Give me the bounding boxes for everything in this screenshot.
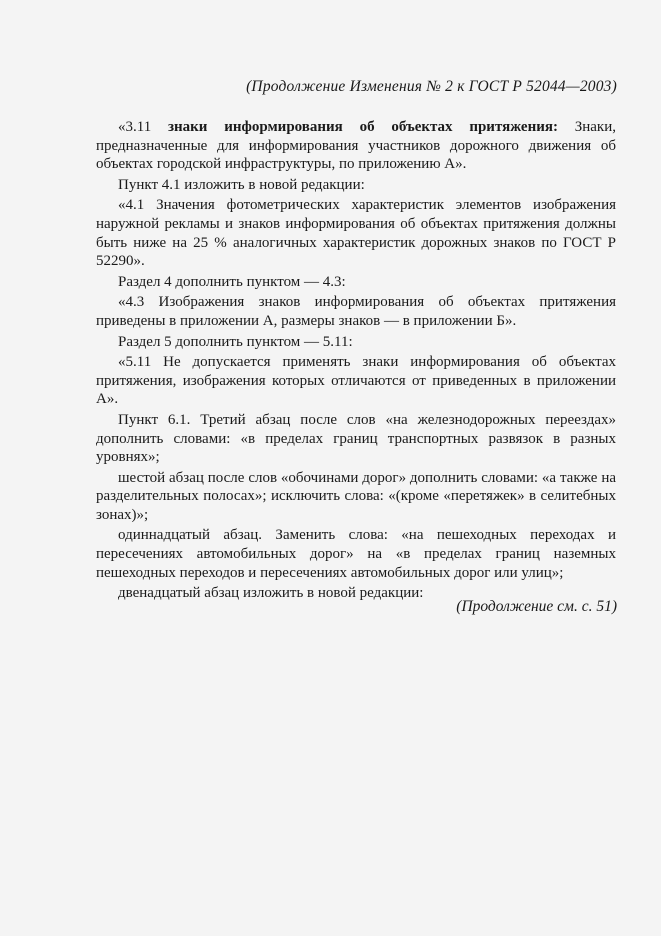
term-definition-bold: знаки информирования об объектах притяжения: — [167, 119, 558, 135]
document-body — [96, 118, 616, 603]
paragraph-instruction-section-5: Раздел 5 дополнить пунктом — 5.11: — [118, 333, 353, 350]
paragraph-5-11: «5.11 Не допускается применять знаки информирования об объектах притяжения, изображения которых отличаются от приведенных в приложении А». — [96, 354, 616, 408]
paragraph-3-11 — [96, 118, 616, 174]
paragraph-6-1: Пункт 6.1. Третий абзац после слов «на железнодорожных переездах» дополнить словами: «в пределах границ транспортных развязок в разных уровнях»; — [96, 411, 616, 466]
paragraph-4-3: «4.3 Изображения знаков информирования об объектах притяжения приведены в приложении А, размеры знаков — в приложении Б». — [96, 294, 616, 329]
paragraph-twelfth: двенадцатый абзац изложить в новой редакции: — [118, 585, 424, 602]
continuation-footer: (Продолжение см. с. 51) — [456, 598, 617, 615]
paragraph-eleventh: одиннадцатый абзац. Заменить слова: «на пешеходных переходах и пересечениях автомобильных дорог» на «в пределах границ наземных пешеходных переходов и пересечениях автомобильных дорог или улиц»; — [96, 527, 616, 581]
paragraph-instruction-4-1: Пункт 4.1 изложить в новой редакции: — [118, 176, 365, 193]
paragraph-3-11-rest: Знаки, предназначенные для информирования участников дорожного движения об объектах городской инфраструктуры, по приложению А». — [96, 119, 616, 173]
continuation-header: (Продолжение Изменения № 2 к ГОСТ Р 52044—2003) — [246, 78, 617, 95]
paragraph-4-1: «4.1 Значения фотометрических характеристик элементов изображения наружной рекламы и знаков информирования об объектах притяжения должны быть ниже на 25 % аналогичных характеристик дорожных знаков по ГОСТ Р 52290». — [96, 197, 616, 270]
paragraph-instruction-section-4: Раздел 4 дополнить пунктом — 4.3: — [118, 273, 346, 290]
paragraph-3-11-lead: «3.11 — [118, 119, 168, 135]
paragraph-sixth: шестой абзац после слов «обочинами дорог» дополнить словами: «а также на разделительных полосах»; исключить слова: «(кроме «перетяжек» в селитебных зонах)»; — [96, 469, 616, 523]
